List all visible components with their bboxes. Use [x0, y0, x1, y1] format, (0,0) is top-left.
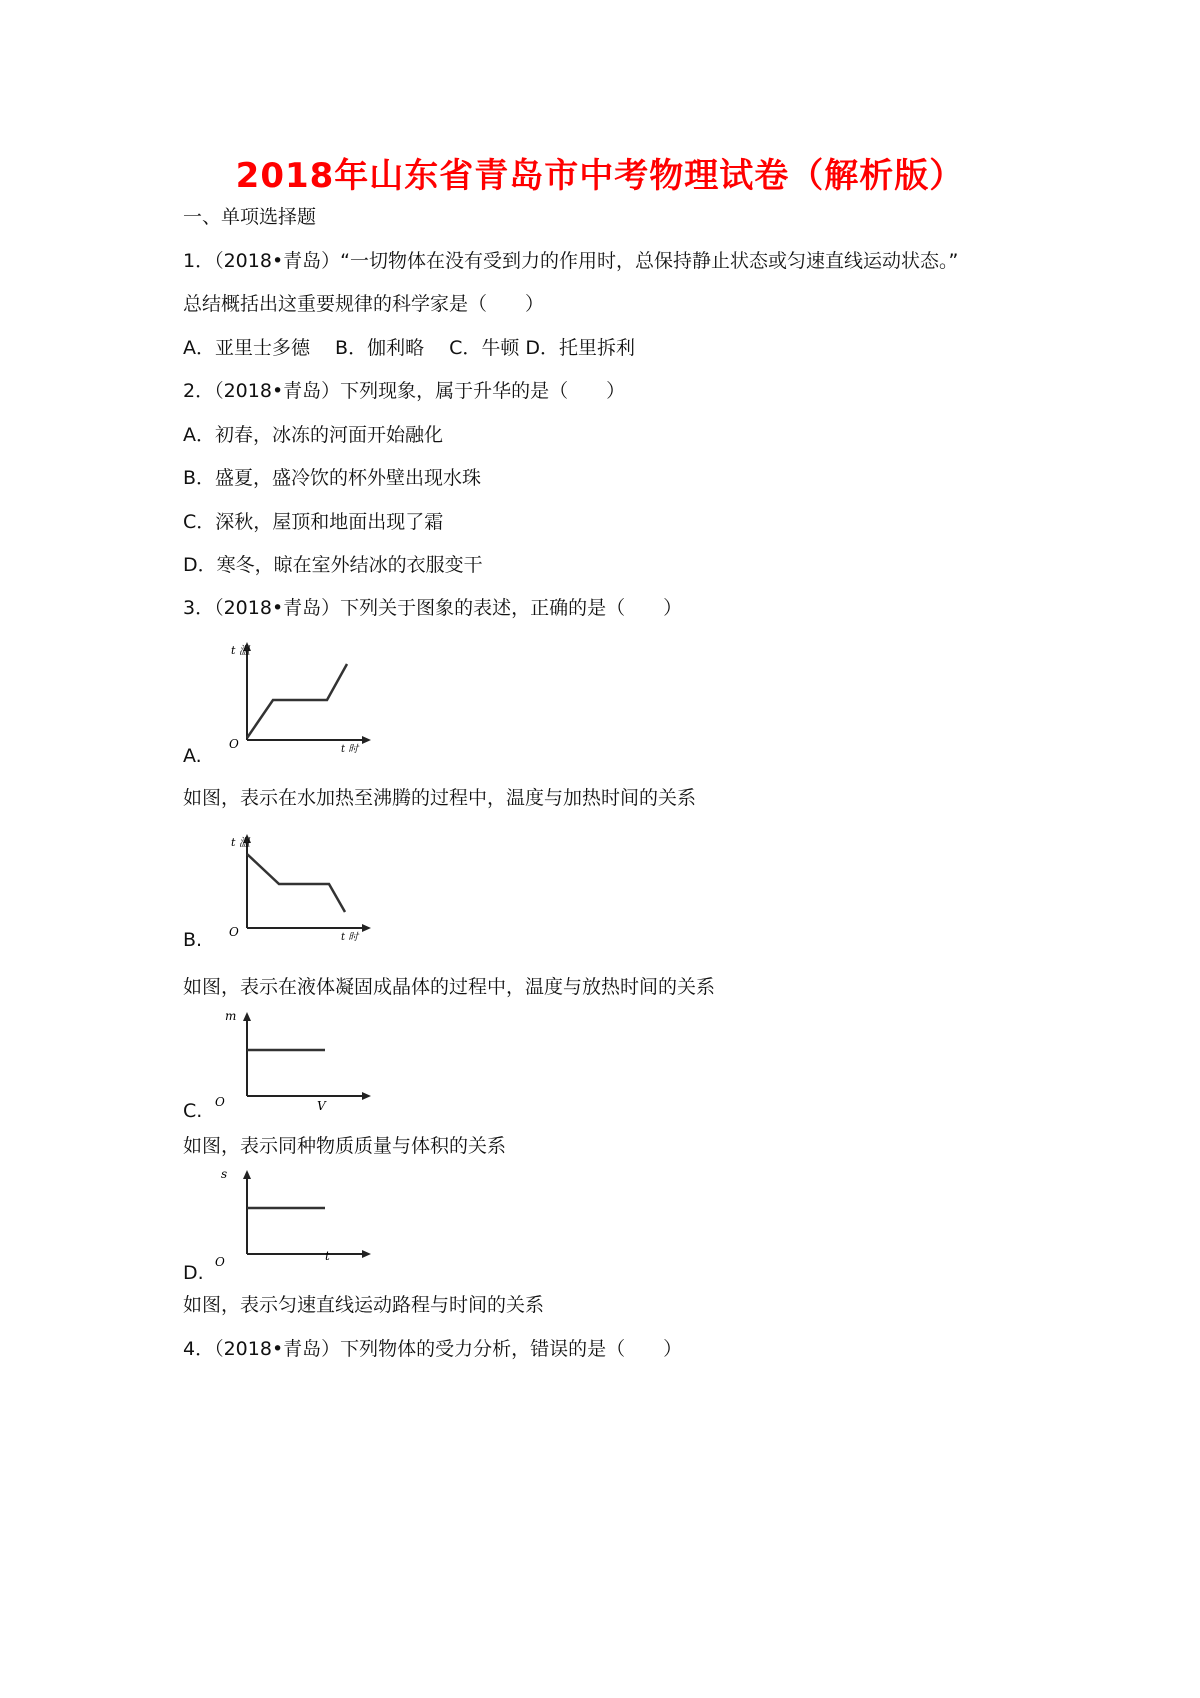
graph-d-x-label: t [325, 1249, 330, 1263]
q3-graph-a [225, 640, 375, 755]
q3-option-a-desc: 如图，表示在水加热至沸腾的过程中，温度与加热时间的关系 [183, 787, 697, 809]
graph-a-y-label: t 温 [231, 644, 250, 657]
graph-c-x-label: V [317, 1099, 326, 1113]
q2-stem: 2．（2018•青岛）下列现象，属于升华的是（ ） [183, 380, 626, 402]
graph-c-origin: O [215, 1095, 225, 1109]
q2-option-d: D．寒冬，晾在室外结冰的衣服变干 [183, 554, 483, 576]
graph-b-x-label: t 时 [341, 932, 359, 943]
graph-b-y-label: t 温 [231, 836, 250, 849]
q3-graph-d [215, 1167, 375, 1269]
q2-option-a: A．初春，冰冻的河面开始融化 [183, 424, 443, 446]
q4-stem: 4．（2018•青岛）下列物体的受力分析，错误的是（ ） [183, 1338, 683, 1360]
q3-option-d-letter: D. [183, 1262, 204, 1284]
graph-d-y-label: s [221, 1167, 228, 1181]
graph-a-origin: O [229, 737, 239, 751]
q1-stem-line1: 1．（2018•青岛）“一切物体在没有受到力的作用时，总保持静止状态或匀速直线运动状态。” [183, 250, 959, 272]
graph-b-origin: O [229, 925, 239, 939]
graph-a-x-label: t 时 [341, 744, 359, 755]
q3-option-a-letter: A. [183, 745, 202, 767]
q3-graph-b [225, 832, 375, 942]
section-heading: 一、单项选择题 [183, 206, 317, 228]
q2-option-b: B．盛夏，盛冷饮的杯外壁出现水珠 [183, 467, 482, 489]
q3-option-d-desc: 如图，表示匀速直线运动路程与时间的关系 [183, 1294, 545, 1316]
graph-c-y-label: m [225, 1009, 237, 1023]
q3-option-b-letter: B. [183, 929, 203, 951]
page-title: 2018年山东省青岛市中考物理试卷（解析版） [235, 156, 965, 196]
q3-graph-c [215, 1009, 375, 1113]
graph-d-origin: O [215, 1255, 225, 1269]
q3-option-c-desc: 如图，表示同种物质质量与体积的关系 [183, 1135, 507, 1157]
q3-option-c-letter: C. [183, 1100, 203, 1122]
q1-stem-line2: 总结概括出这重要规律的科学家是（ ） [183, 293, 545, 315]
q3-stem: 3．（2018•青岛）下列关于图象的表述，正确的是（ ） [183, 597, 683, 619]
q2-option-c: C．深秋，屋顶和地面出现了霜 [183, 511, 444, 533]
q1-options: A．亚里士多德 B．伽利略 C．牛顿 D．托里拆利 [183, 337, 636, 359]
q3-option-b-desc: 如图，表示在液体凝固成晶体的过程中，温度与放热时间的关系 [183, 976, 716, 998]
